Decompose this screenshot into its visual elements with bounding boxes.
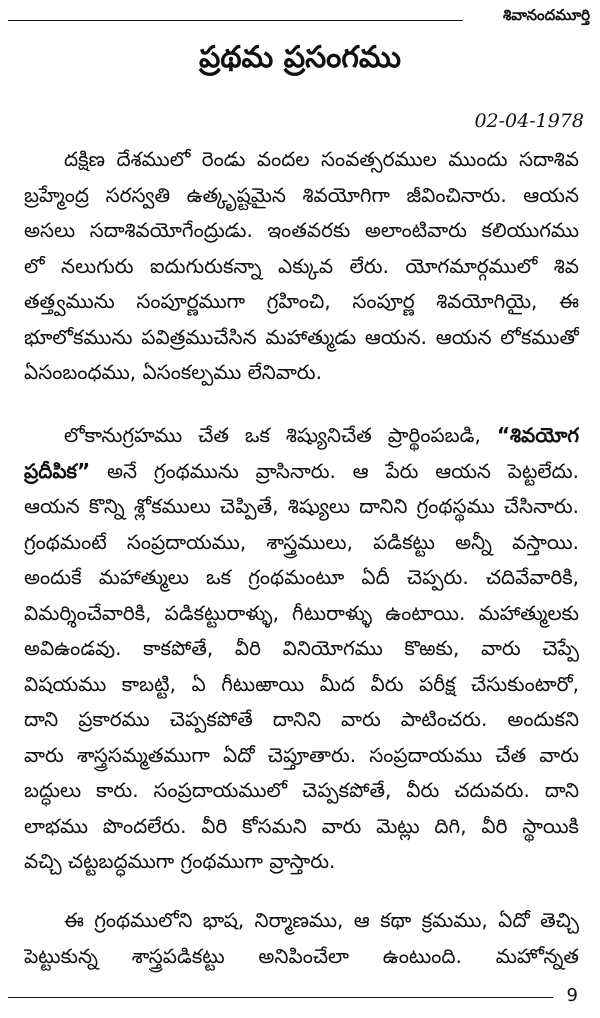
header-rule	[8, 20, 463, 21]
footer-rule	[8, 997, 553, 998]
text-line: లో నలుగురు ఐదుగురుకన్నా ఎక్కువ లేరు. యోగమార్గములో శివ	[24, 253, 579, 278]
text-line: బద్ధులు కారు. సంప్రదాయములో చెప్పకపోతే, వీరు చదువరు. దాని	[24, 778, 579, 802]
text-line	[24, 454, 579, 490]
text-line: తత్త్వమును సంపూర్ణముగా గ్రహించి, సంపూర్ణ శివయోగియై, ఈ	[24, 289, 579, 313]
text-line: ఈ గ్రంథములోని భాష, నిర్మాణము, ఆ కథా క్రమము, ఏదో తెచ్చి	[64, 908, 579, 932]
running-head: శివానందమూర్తి	[502, 6, 590, 24]
text-line: విషయము కాబట్టి, ఏ గీటుఱాయి మీద వీరు పరీక్ష చేసుకుంటారో,	[24, 671, 579, 696]
text-line: బ్రహ్మేంద్ర సరస్వతి ఉత్కృష్టమైన శివయోగిగా జీవించినారు. ఆయన	[24, 182, 579, 207]
text-line: దాని ప్రకారము చెప్పకపోతే దానిని వారు పాటించరు. అందుకని	[24, 707, 579, 731]
text-line: ఆయన కొన్ని శ్లోకములు చెప్పితే, శిష్యులు దానిని గ్రంథస్థము చేసినారు.	[24, 494, 579, 518]
paragraph-1	[24, 142, 579, 391]
text-line	[24, 418, 579, 454]
text-line: గ్రంథమంటే సంప్రదాయము, శాస్త్రములు, పడికట్టు అన్నీ వస్తాయి.	[24, 529, 579, 554]
text-line: లాభము పొందలేరు. వీరి కోసమని వారు మెట్లు దిగి, వీరి స్థాయికి	[24, 813, 579, 838]
text-line: భూలోకమును పవిత్రముచేసిన మహాత్ముడు ఆయన. ఆయన లోకముతో	[24, 324, 579, 349]
text-line: ఏసంబంధము, ఏసంకల్పము లేనివారు.	[24, 360, 322, 384]
text-line: వచ్చి చట్టబద్ధముగా గ్రంథముగా వ్రాస్తారు.	[24, 849, 336, 873]
paragraph-3	[24, 903, 579, 974]
text-line: విమర్శించేవారికి, పడికట్టురాళ్ళు, గీటురాళ్ళు ఉంటాయి. మహాత్ములకు	[24, 600, 579, 625]
text-line: పెట్టుకున్న శాస్త్రపడికట్టు అనిపించేలా ఉంటుంది. మహోన్నత	[24, 943, 579, 968]
text-line: అందుకే మహాత్ములు ఒక గ్రంథమంటూ ఏదీ చెప్పరు. చదివేవారికి,	[24, 565, 579, 589]
text-line: అవిఉండవు. కాకపోతే, వీరి వినియోగము కొఱకు, వారు చెప్పే	[24, 636, 579, 660]
date: 02-04-1978	[474, 110, 584, 132]
text-line: అసలు సదాశివయోగేంద్రుడు. ఇంతవరకు అలాంటివారు కలియుగము	[24, 218, 579, 242]
text-span: లోకానుగ్రహము చేత ఒక శిష్యునిచేత ప్రార్థింపబడి,	[64, 423, 481, 447]
book-title-part: “శివయోగ	[496, 423, 579, 447]
paragraph-2	[24, 418, 579, 880]
text-line: దక్షిణ దేశములో రెండు వందల సంవత్సరముల ముందు సదాశివ	[64, 147, 579, 171]
chapter-title: ప్రథమ ప్రసంగము	[199, 40, 401, 75]
book-title-part: ప్రదీపిక”	[24, 458, 91, 483]
page-number: 9	[566, 985, 578, 1006]
text-span: అనే గ్రంథమును వ్రాసినారు. ఆ పేరు ఆయన పెట్టలేదు.	[106, 458, 579, 483]
text-line: వారు శాస్త్రసమ్మతముగా ఏదో చెప్తూతారు. సంప్రదాయము చేత వారు	[24, 742, 579, 767]
